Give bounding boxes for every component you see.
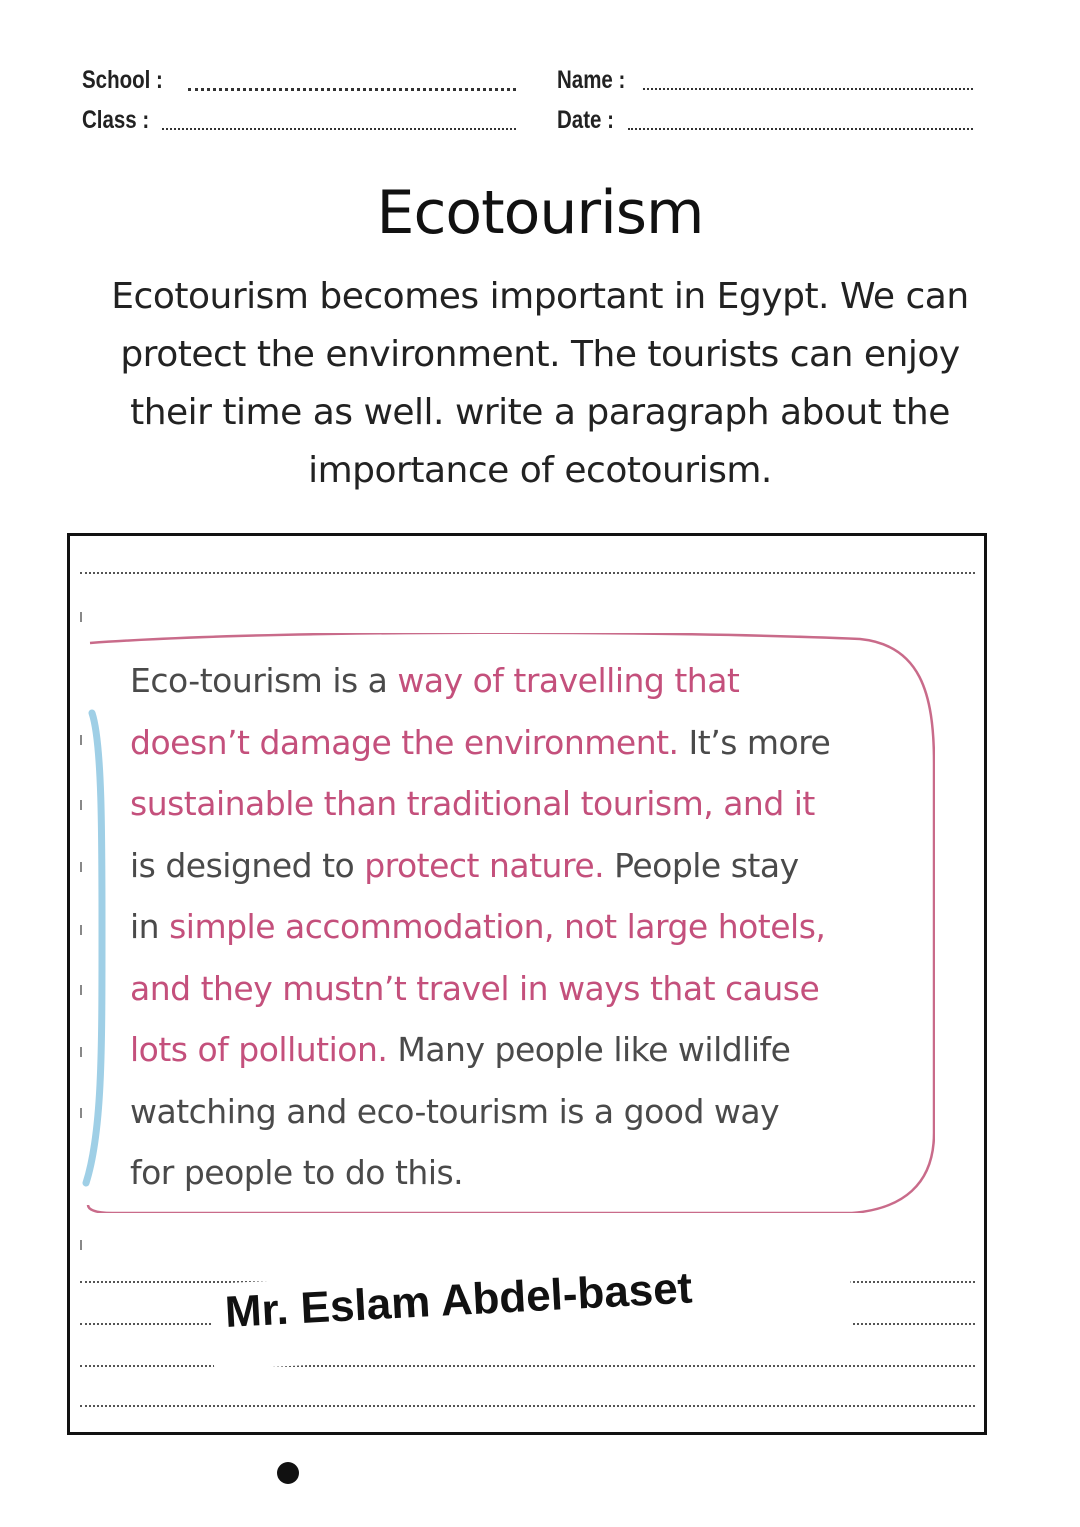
worksheet-title: Ecotourism	[376, 178, 704, 248]
date-label: Date :	[557, 106, 614, 134]
reading-text: in	[130, 907, 170, 946]
author-signature: Mr. Eslam Abdel-baset	[223, 1263, 694, 1337]
reading-highlight: sustainable than traditional tourism, and it	[130, 784, 815, 823]
reading-line	[130, 958, 920, 1020]
reading-highlight: doesn’t damage the environment.	[130, 722, 679, 762]
writing-line[interactable]	[80, 572, 975, 574]
reading-line	[130, 835, 920, 897]
writing-line[interactable]	[80, 1405, 975, 1407]
prompt-line: their time as well. write a paragraph about the	[130, 392, 950, 433]
reading-line	[130, 773, 920, 835]
margin-tick	[80, 1240, 82, 1250]
reading-line	[130, 896, 920, 958]
writing-prompt	[40, 268, 1040, 500]
bullet-dot	[277, 1462, 299, 1484]
reading-text: It’s more	[678, 722, 831, 762]
reading-highlight: protect nature.	[364, 845, 605, 885]
reading-highlight: simple accommodation, not large hotels,	[169, 907, 826, 946]
class-label: Class :	[82, 106, 150, 134]
school-label: School :	[82, 66, 163, 94]
date-field[interactable]	[628, 128, 973, 130]
reading-line	[130, 1019, 920, 1081]
reading-text: Many people like wildlife	[387, 1030, 791, 1069]
margin-tick	[80, 612, 82, 622]
school-field[interactable]	[188, 88, 516, 91]
prompt-line: Ecotourism becomes important in Egypt. We can	[111, 276, 969, 317]
reading-highlight: lots of pollution.	[130, 1030, 388, 1069]
class-field[interactable]	[162, 128, 516, 130]
reading-highlight: and they mustn’t travel in ways that cause	[130, 968, 820, 1008]
reading-line	[130, 1142, 920, 1204]
prompt-line: protect the environment. The tourists can enjoy	[120, 334, 960, 375]
prompt-line: importance of ecotourism.	[308, 450, 772, 491]
reading-highlight: way of travelling that	[397, 661, 740, 700]
reading-text: People stay	[604, 845, 799, 885]
name-label: Name :	[557, 66, 626, 94]
reading-text: for people to do this.	[130, 1153, 464, 1192]
reading-passage	[130, 650, 920, 1204]
reading-line	[130, 712, 920, 774]
reading-line	[130, 650, 920, 712]
reading-line	[130, 1081, 920, 1143]
name-field[interactable]	[643, 88, 973, 90]
reading-text: is designed to	[130, 845, 365, 885]
reading-text: watching and eco-tourism is a good way	[130, 1091, 780, 1131]
reading-text: Eco-tourism is a	[130, 661, 398, 700]
